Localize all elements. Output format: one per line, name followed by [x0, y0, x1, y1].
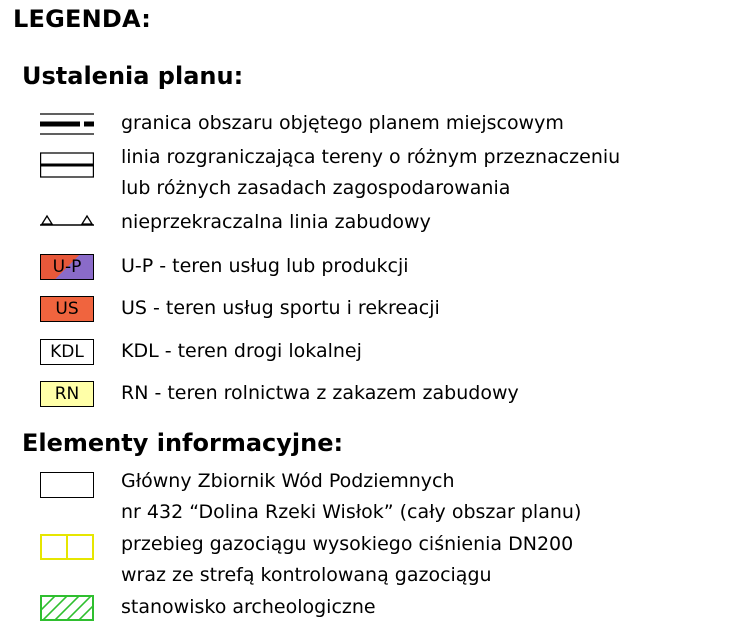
legend-label-line-2: wraz ze strefą kontrolowaną gazociągu	[121, 564, 492, 586]
legend-label: US - teren usług sportu i rekreacji	[121, 297, 440, 319]
legend-label-line-2: nr 432 “Dolina Rzeki Wisłok” (cały obszar planu)	[121, 501, 582, 523]
boundary-line-symbol	[40, 111, 94, 137]
zone-rn-swatch	[40, 381, 94, 407]
zone-us-swatch	[40, 296, 94, 322]
zone-code: U-P	[52, 257, 82, 277]
legend-label: przebieg gazociągu wysokiego ciśnienia DN200	[121, 533, 574, 555]
zone-code: RN	[54, 384, 80, 404]
legend-label: RN - teren rolnictwa z zakazem zabudowy	[121, 382, 519, 404]
legend-label: KDL - teren drogi lokalnej	[121, 340, 362, 362]
zone-code: US	[55, 299, 79, 319]
legend-label: granica obszaru objętego planem miejscowym	[121, 112, 564, 134]
legend-label-line-2: lub różnych zasadach zagospodarowania	[121, 177, 511, 199]
outline-box-symbol	[40, 472, 94, 498]
legend-label: linia rozgraniczająca tereny o różnym przeznaczeniu	[121, 146, 621, 168]
legend-title: LEGENDA:	[13, 5, 152, 33]
hatched-box-symbol	[40, 595, 94, 621]
gas-pipeline-symbol	[40, 534, 94, 560]
legend-label: stanowisko archeologiczne	[121, 596, 376, 618]
zone-u-p-swatch	[40, 254, 94, 280]
building-line-symbol	[40, 209, 94, 235]
legend-label: U-P - teren usług lub produkcji	[121, 255, 409, 277]
section-heading-info: Elementy informacyjne:	[22, 429, 344, 457]
legend-label: Główny Zbiornik Wód Podziemnych	[121, 470, 455, 492]
zone-kdl-swatch	[40, 339, 94, 365]
zone-code: KDL	[50, 342, 84, 362]
legend-label: nieprzekraczalna linia zabudowy	[121, 211, 431, 233]
dividing-line-symbol	[40, 150, 94, 176]
section-heading-plan: Ustalenia planu:	[22, 62, 244, 90]
